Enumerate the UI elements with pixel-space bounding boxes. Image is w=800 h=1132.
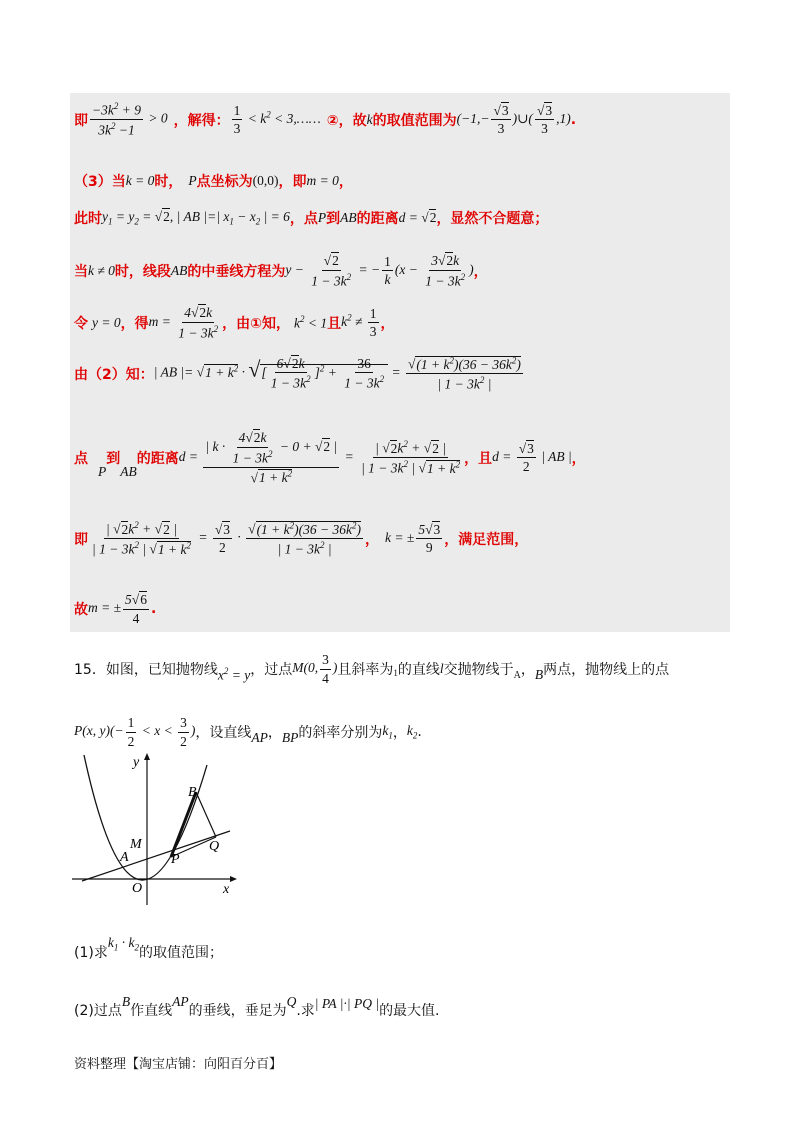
parabola-curve (84, 755, 207, 880)
label-M: M (130, 837, 142, 852)
solution-line-3: 此时 $y_1 = y_2 = √2$, | AB |=| $x_1 - x_2$ | = 6 ，点 P 到 AB 的距离 d = √2 ，显然不合题意； (74, 209, 549, 227)
math-expr: d = | k · $\frac{4√2k}{1 - 3k^2}$ − 0 + √2 | $√1 + k^2$ = $\frac{| √2k^2 + √2 |}{| 1 - 3k^2 | √1 + k^2}$ (178, 430, 461, 486)
label-y: y (133, 755, 140, 770)
x-axis-arrow (230, 876, 237, 882)
math-expr: $y_1 = y_2 = √2$, | AB |=| $x_1 - x_2$ | = 6 (102, 209, 290, 227)
problem-part-2: (2)过点 B 作直线 AP 的垂线，垂足为 Q .求 | PA |·| PQ | 的最大值. (74, 994, 440, 1019)
line-l (82, 831, 230, 881)
math-expr: $\frac{1}{3}$ < $k^2$ < 3,…… (233, 102, 321, 137)
problem-part-1: (1)求 $k_1 \cdot k_2$ 的取值范围； (74, 935, 223, 961)
y-axis-arrow (144, 753, 150, 760)
label-A: A (120, 850, 129, 865)
solution-line-8: 即 $\frac{| √2k^2 + √2 |}{| 1 - 3k^2 | √1 + k^2}$ = $\frac{√3}{2}$ · $\frac{√(1 + k^2)(36 - 36k^2)}{| 1 - 3k^2 |}$ ， k = ± $\frac{5√3}{9}$ ，满足范围， (74, 520, 529, 557)
math-expr: m = $\frac{4√2k}{1 - 3k^2}$ (148, 305, 219, 341)
solution-line-1: 即 $\frac{-3k^2 + 9}{3k^2 -1}$ > 0 ，解得： $\frac{1}{3}$ < $k^2$ < 3,…… ②，故 k 的取值范围为 (−1,− $\frac{√3}{3}$ )∪( $\frac{√3}{3}$ ,1) . (74, 101, 577, 138)
label-Q: Q (209, 839, 220, 854)
solution-line-5: 令 y = 0 ，得 m = $\frac{4√2k}{1 - 3k^2}$ ，由①知， $k^2 < 1$ 且 $k^2$ ≠ $\frac{1}{3}$ ， (74, 305, 395, 341)
label-x: x (223, 882, 230, 897)
math-expr: y − $\frac{√2}{1 - 3k^2}$ = − $\frac{1}{k}$ (x − $\frac{3√2k}{1 - 3k^2}$ ) (285, 253, 474, 289)
parabola-figure (70, 750, 250, 910)
label-P: P (171, 852, 180, 867)
solution-line-9: 故 m = ± $\frac{5√6}{4}$ . (74, 592, 157, 626)
footer-note: 资料整理【淘宝店铺：向阳百分百】 (74, 1057, 283, 1072)
math-expr: P(x, y)(− $\frac{1}{2}$ < x < $\frac{3}{2}$ ) (74, 715, 196, 749)
solution-line-7: 点 P 到 AB 的距离 d = | k · $\frac{4√2k}{1 - 3k^2}$ − 0 + √2 | $√1 + k^2$ = $\frac{| √2k^2 + √2 |}{| 1 - 3k^2 | √1 + k^2}$ ，且 d = $\frac{√3}{2}$ | AB | ， (74, 430, 586, 486)
solution-line-2: （3）当 k = 0 时， P 点坐标为 (0,0) ，即 m = 0 ， (74, 173, 353, 190)
label-O: O (132, 881, 143, 896)
problem-line-1: 15．如图，已知抛物线 $x^2 = y$ ，过点 M(0, $\frac{3}{4}$ ) 且斜率为 1 的直线 l 交抛物线于 A ， B 两点，抛物线上的点 (74, 652, 670, 686)
problem-line-2: P(x, y)(− $\frac{1}{2}$ < x < $\frac{3}{2}$ ) ，设直线 AP ， BP 的斜率分别为 $k_1$ ， $k_2$ . (74, 715, 422, 749)
solution-line-6: 由（2）知： | AB |= $√1 + k^2$ · √[ $\frac{6√2k}{1 - 3k^2}$ ]$^2$ + $\frac{36}{1 - 3k^2}$ = $\frac{√(1 + k^2)(36 - 36k^2)}{| 1 - 3k^2 |}$ (74, 355, 525, 392)
math-expr: | AB |= $√1 + k^2$ · √[ $\frac{6√2k}{1 - 3k^2}$ ]$^2$ + $\frac{36}{1 - 3k^2}$ = $\frac{√(1 + k^2)(36 - 36k^2)}{| 1 - 3k^2 |}$ (153, 355, 521, 392)
label-B: B (188, 785, 197, 800)
math-expr: $\frac{-3k^2 + 9}{3k^2 -1}$ > 0 (92, 101, 168, 138)
math-expr: $\frac{| √2k^2 + √2 |}{| 1 - 3k^2 | √1 + k^2}$ = $\frac{√3}{2}$ · $\frac{√(1 + k^2)(36 - 36k^2)}{| 1 - 3k^2 |}$ (92, 520, 362, 557)
math-expr: (−1,− $\frac{√3}{3}$ )∪( $\frac{√3}{3}$ ,1) (456, 102, 571, 137)
solution-line-4: 当 k ≠ 0 时，线段 AB 的中垂线方程为 y − $\frac{√2}{1 - 3k^2}$ = − $\frac{1}{k}$ (x − $\frac{3√2k}{1 - 3k^2}$ ) ， (74, 253, 488, 289)
segment-BQ (196, 792, 216, 837)
